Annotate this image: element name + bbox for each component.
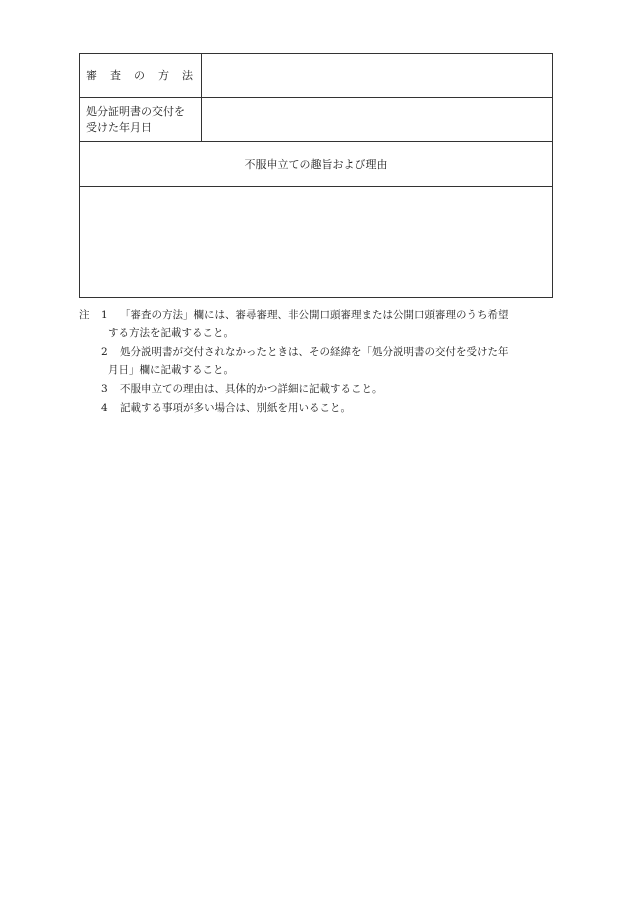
date-row: [80, 98, 553, 142]
note-text-line2: する方法を記載すること。: [108, 327, 234, 339]
method-label: 審査の方法: [86, 68, 206, 82]
note-text: [79, 306, 559, 342]
note-text-line1: 記載する事項が多い場合は、別紙を用いること。: [120, 402, 351, 414]
note-item-4: [79, 399, 559, 417]
note-item-1: [79, 306, 559, 342]
note-item-3: [79, 380, 559, 398]
note-text-line1: 不服申立ての理由は、具体的かつ詳細に記載すること。: [120, 383, 383, 395]
date-label-cell: [80, 98, 202, 142]
reason-heading: 不服申立ての趣旨および理由: [80, 142, 553, 187]
note-number: 3: [101, 383, 108, 395]
notes-section: [79, 306, 559, 418]
note-number: 2: [101, 346, 108, 358]
note-number: 4: [101, 402, 108, 414]
note-text: [79, 343, 559, 379]
reason-heading-row: [80, 142, 553, 187]
date-label-line2: 受けた年月日: [86, 120, 152, 134]
notes-mark: 注: [79, 309, 90, 321]
date-label-line1: 処分証明書の交付を: [86, 104, 185, 118]
note-text-line1: 「審査の方法」欄には、審尋審理、非公開口頭審理または公開口頭審理のうち希望: [120, 309, 509, 321]
method-value-field[interactable]: [202, 54, 553, 98]
note-number: 1: [101, 309, 108, 321]
note-text: [79, 380, 559, 398]
method-label-cell: [80, 54, 206, 98]
date-value-field[interactable]: [202, 98, 553, 142]
note-text-line2: 月日」欄に記載すること。: [108, 364, 234, 376]
note-text-line1: 処分説明書が交付されなかったときは、その経緯を「処分説明書の交付を受けた年: [120, 346, 509, 358]
method-row: [80, 54, 553, 98]
appeal-form-table: [79, 53, 553, 298]
note-text: [79, 399, 559, 417]
reason-value-field[interactable]: [80, 187, 553, 298]
reason-body-row: [80, 187, 553, 298]
note-item-2: [79, 343, 559, 379]
